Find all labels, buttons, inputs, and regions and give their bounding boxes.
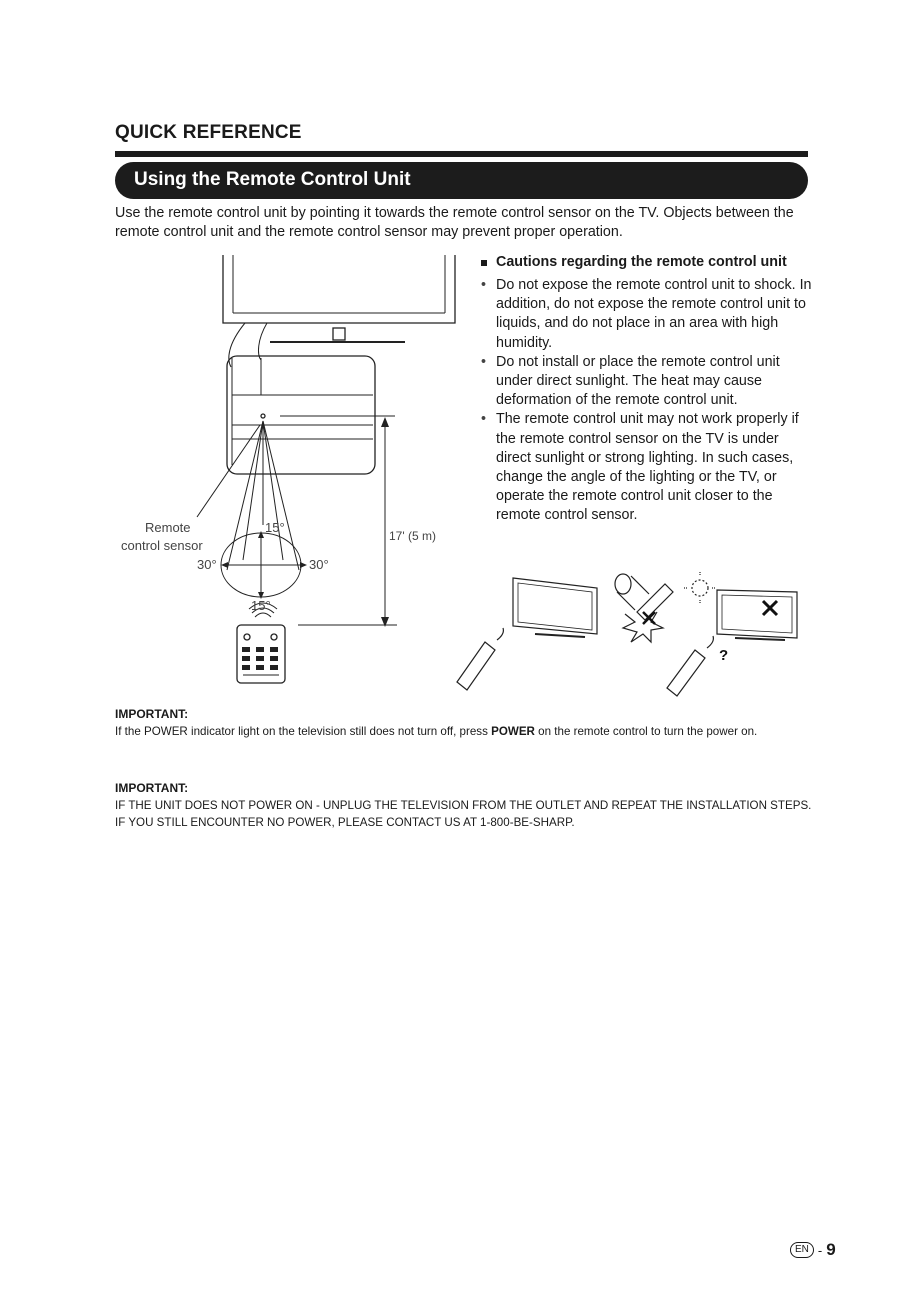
sun-icon xyxy=(692,580,708,596)
shock-burst-icon xyxy=(623,612,663,642)
angle-bottom-label: 15° xyxy=(251,598,271,613)
language-badge: EN xyxy=(790,1242,814,1258)
sensor-icon xyxy=(261,414,265,418)
important-line: IF THE UNIT DOES NOT POWER ON - UNPLUG THE TELEVISION FROM THE OUTLET AND REPEAT THE INSTALLATION STEPS. xyxy=(115,799,812,812)
page-footer xyxy=(790,1238,836,1262)
caution-illustrations xyxy=(445,570,815,705)
sensor-zoom-box xyxy=(227,356,375,474)
square-bullet-icon xyxy=(481,260,487,266)
important-heading: IMPORTANT: xyxy=(115,781,189,795)
page-title: QUICK REFERENCE xyxy=(115,122,302,143)
sensor-label-line2: control sensor xyxy=(121,538,203,553)
liquid-bottle-icon xyxy=(615,574,631,594)
caution-list xyxy=(478,276,816,526)
important-heading: IMPORTANT: xyxy=(115,707,189,721)
list-item: • Do not expose the remote control unit to shock. In addition, do not expose the remote control unit to liquids, and do not place in an area with high humidity. xyxy=(478,276,816,353)
list-item: • The remote control unit may not work properly if the remote control sensor on the TV is under direct sunlight or strong lighting. In such cases, change the angle of the lighting or the TV, or operate the remote control unit closer to the remote control sensor. xyxy=(478,410,816,525)
list-item: • Do not install or place the remote control unit under direct sunlight. The heat may cause deformation of the remote control unit. xyxy=(478,353,816,411)
sensor-label-line1: Remote xyxy=(145,520,191,535)
title-rule xyxy=(115,151,808,157)
important-text: If the POWER indicator light on the television still does not turn off, press POWER on the remote control to turn the power on. xyxy=(115,725,758,738)
intro-paragraph: Use the remote control unit by pointing it towards the remote control sensor on the TV. Objects between the remote control unit and the remote control sensor may prevent proper operation. xyxy=(115,205,794,240)
section-banner xyxy=(115,162,808,199)
page-separator: - xyxy=(817,1242,823,1258)
angle-right-label: 30° xyxy=(309,557,329,572)
important-note-2 xyxy=(115,780,815,831)
important-note-1 xyxy=(115,706,815,740)
distance-label: 17' (5 m) xyxy=(389,529,436,543)
angle-top-label: 15° xyxy=(265,520,285,535)
question-mark-icon: ? xyxy=(719,647,729,664)
cautions-section xyxy=(478,254,816,526)
remote-illustration xyxy=(237,625,285,683)
cautions-heading: Cautions regarding the remote control unit xyxy=(478,254,816,271)
important-line: IF YOU STILL ENCOUNTER NO POWER, PLEASE CONTACT US AT 1-800-BE-SHARP. xyxy=(115,816,575,829)
remote-range-diagram xyxy=(115,255,460,695)
angle-left-label: 30° xyxy=(197,557,217,572)
page-number: 9 xyxy=(826,1240,836,1259)
remote-icon xyxy=(457,642,495,690)
section-title: Using the Remote Control Unit xyxy=(134,169,411,190)
